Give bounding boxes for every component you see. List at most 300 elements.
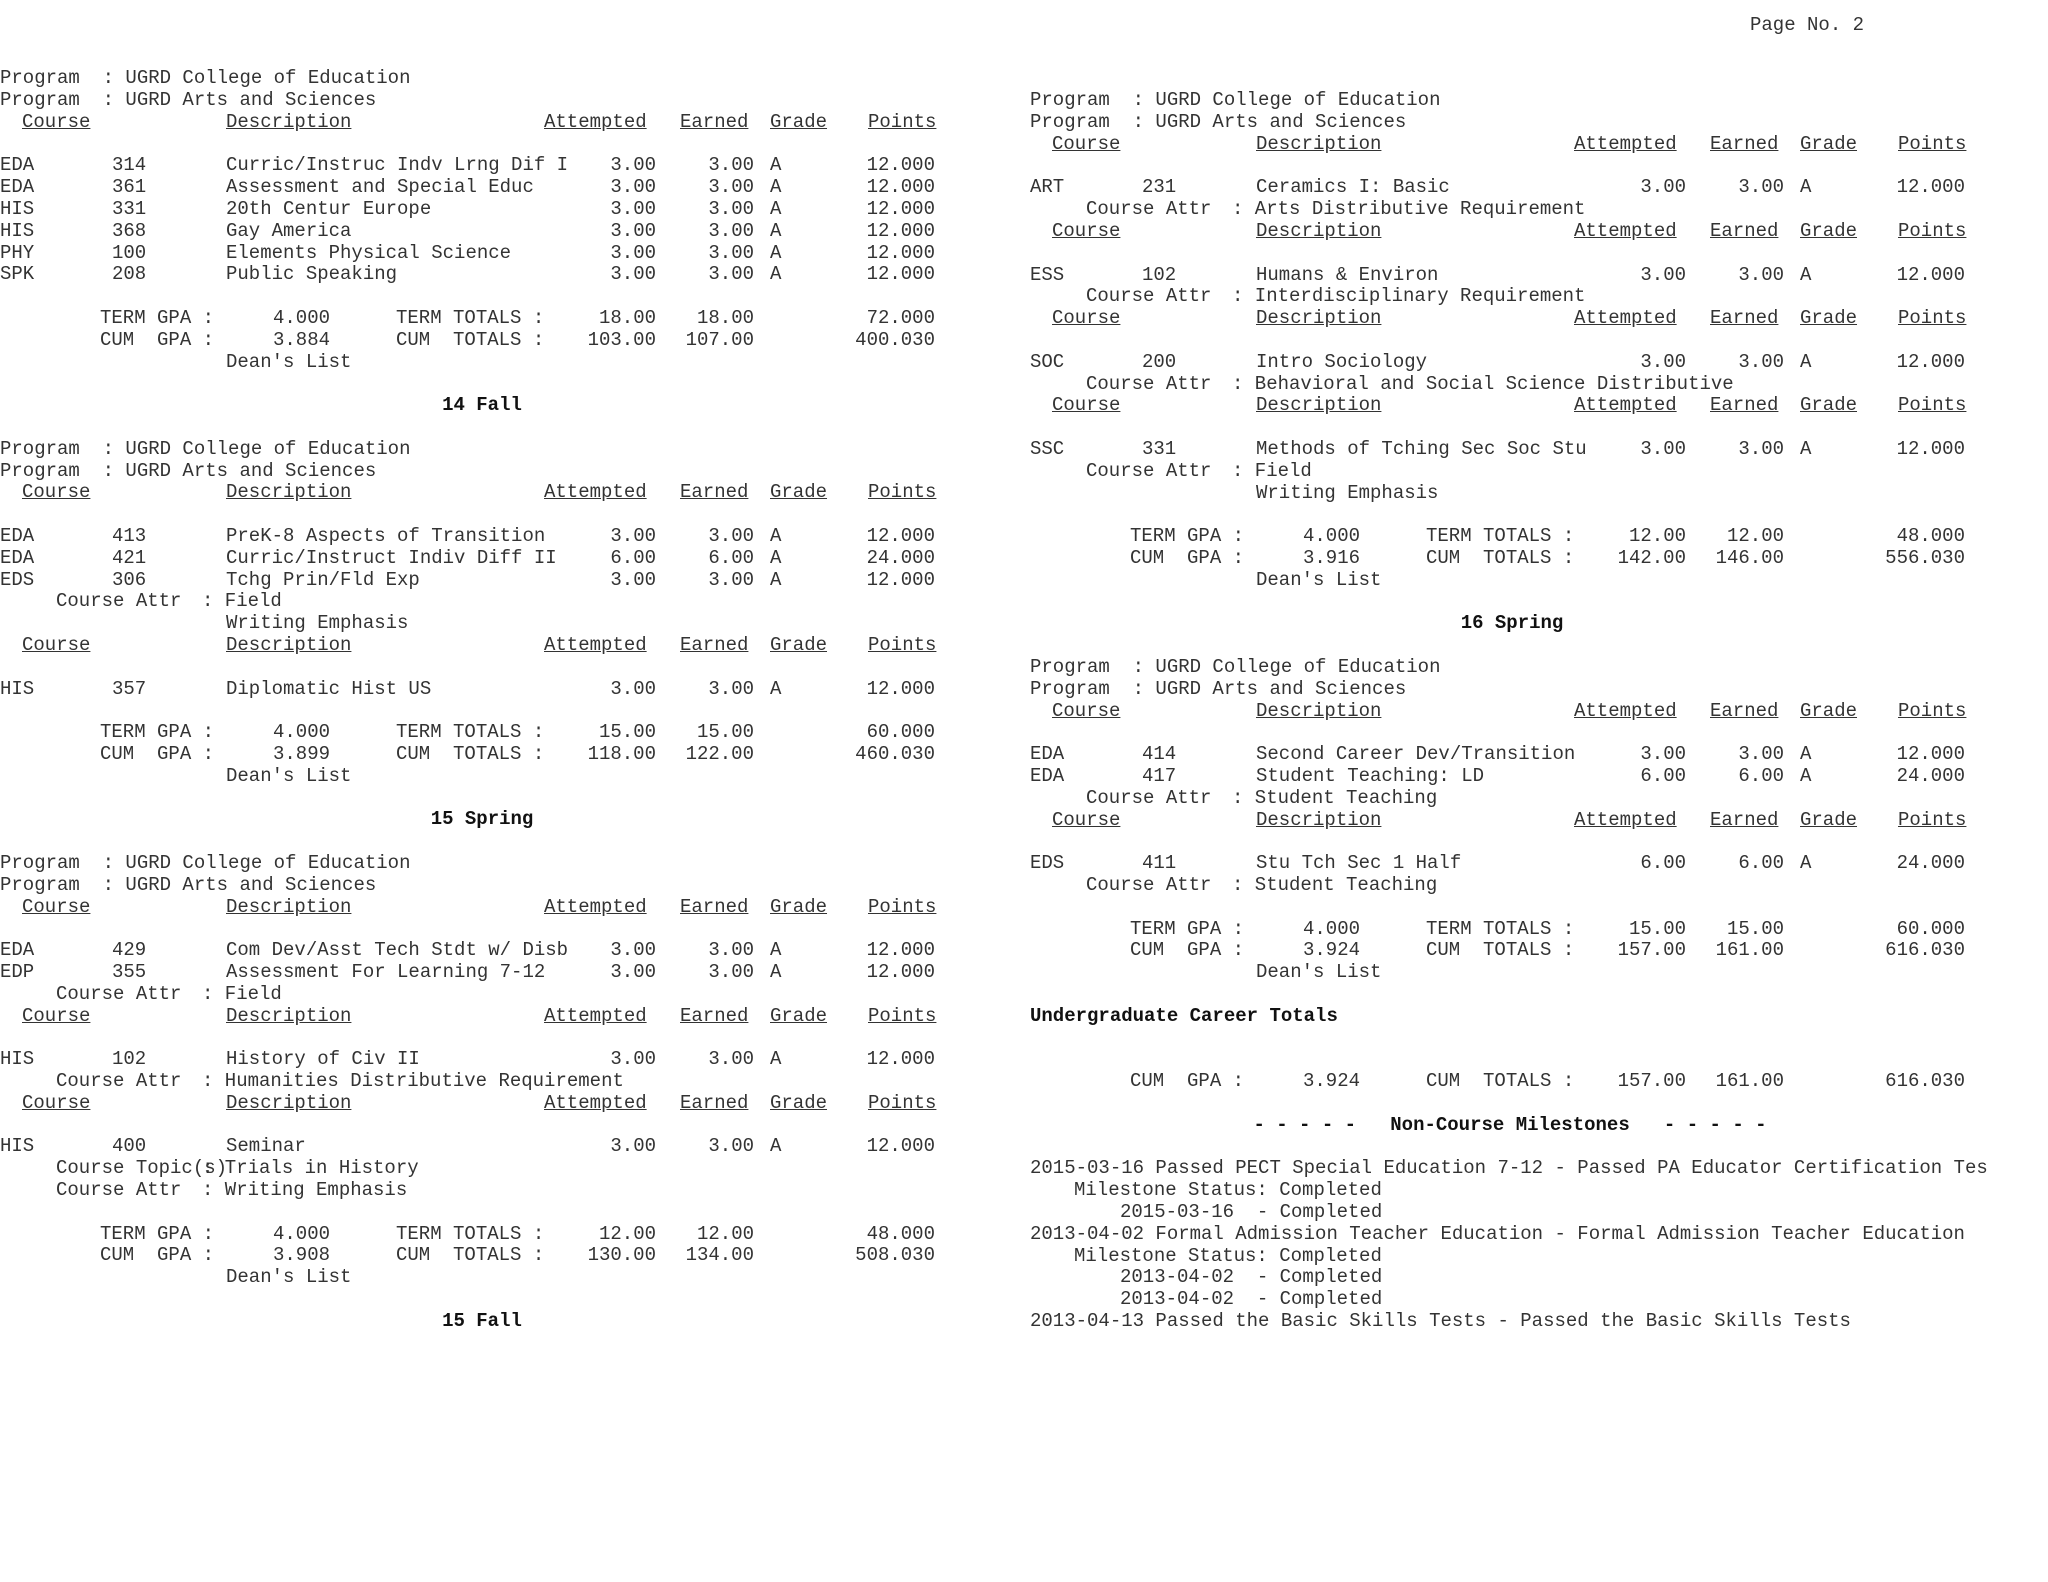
totals-attempted: 18.00 [598, 307, 656, 329]
header-points: Points [1898, 809, 1967, 831]
course-grade: A [770, 176, 782, 198]
course-subject: PHY [0, 242, 35, 264]
course-attempted: 3.00 [610, 198, 656, 220]
course-number: 331 [1142, 438, 1177, 460]
course-description: Assessment and Special Educ [226, 176, 534, 198]
course-attempted: 3.00 [610, 1048, 656, 1070]
course-earned: 3.00 [708, 176, 754, 198]
milestone-line: 2013-04-02 Formal Admission Teacher Education - Formal Admission Teacher Education [1030, 1223, 1965, 1245]
gpa-value: 4.000 [272, 307, 330, 329]
gpa-label: TERM GPA : [100, 721, 215, 743]
gpa-value: 4.000 [272, 721, 330, 743]
course-earned: 3.00 [708, 198, 754, 220]
course-earned: 3.00 [708, 569, 754, 591]
course-number: 417 [1142, 765, 1177, 787]
course-description: Curric/Instruc Indv Lrng Dif I [226, 154, 569, 176]
course-grade: A [1800, 438, 1812, 460]
course-earned: 3.00 [1738, 743, 1784, 765]
course-points: 12.000 [866, 220, 935, 242]
course-attempted: 6.00 [1640, 852, 1686, 874]
course-earned: 3.00 [708, 154, 754, 176]
course-points: 12.000 [866, 176, 935, 198]
course-points: 12.000 [866, 198, 935, 220]
course-points: 12.000 [866, 939, 935, 961]
course-subject: EDS [0, 569, 35, 591]
course-subject: EDS [1030, 852, 1065, 874]
course-number: 102 [1142, 264, 1177, 286]
totals-label: TERM TOTALS : [1426, 525, 1575, 547]
course-attempted: 3.00 [1640, 176, 1686, 198]
course-attempted: 3.00 [610, 961, 656, 983]
header-description: Description [1256, 220, 1382, 242]
totals-points: 616.030 [1885, 939, 1965, 961]
header-description: Description [226, 481, 352, 503]
course-attr-value: : Field [202, 590, 282, 612]
course-points: 12.000 [866, 1048, 935, 1070]
course-attr-value: : Behavioral and Social Science Distributive [1232, 373, 1734, 395]
course-subject: HIS [0, 220, 35, 242]
course-number: 368 [112, 220, 147, 242]
note-text: Dean's List [1256, 569, 1382, 591]
header-grade: Grade [1800, 809, 1858, 831]
header-course: Course [1052, 133, 1121, 155]
header-course: Course [1052, 394, 1121, 416]
program-label: Program : UGRD College of Education [0, 852, 411, 874]
course-subject: EDA [0, 154, 35, 176]
course-grade: A [770, 242, 782, 264]
course-attempted: 3.00 [610, 939, 656, 961]
course-subject: EDA [0, 176, 35, 198]
gpa-value: 4.000 [1302, 525, 1360, 547]
totals-earned: 161.00 [1715, 1070, 1784, 1092]
header-course: Course [22, 111, 91, 133]
course-earned: 3.00 [708, 961, 754, 983]
course-grade: A [1800, 351, 1812, 373]
course-attr-value: : Trials in History [202, 1157, 419, 1179]
milestone-line: 2013-04-02 - Completed [1120, 1288, 1383, 1310]
gpa-value: 3.924 [1302, 1070, 1360, 1092]
totals-attempted: 12.00 [598, 1223, 656, 1245]
gpa-label: TERM GPA : [100, 307, 215, 329]
course-description: Com Dev/Asst Tech Stdt w/ Disb [226, 939, 569, 961]
milestone-line: Milestone Status: Completed [1074, 1245, 1382, 1267]
course-number: 413 [112, 525, 147, 547]
course-description: Ceramics I: Basic [1256, 176, 1450, 198]
header-attempted: Attempted [544, 1092, 647, 1114]
course-description: History of Civ II [226, 1048, 420, 1070]
course-grade: A [1800, 765, 1812, 787]
course-earned: 3.00 [1738, 351, 1784, 373]
course-number: 208 [112, 263, 147, 285]
course-description: Public Speaking [226, 263, 398, 285]
course-points: 12.000 [866, 1135, 935, 1157]
course-points: 12.000 [866, 263, 935, 285]
course-attempted: 6.00 [610, 547, 656, 569]
header-course: Course [1052, 220, 1121, 242]
header-earned: Earned [680, 111, 749, 133]
totals-earned: 122.00 [685, 743, 754, 765]
course-subject: ART [1030, 176, 1065, 198]
gpa-value: 3.916 [1302, 547, 1360, 569]
header-grade: Grade [770, 111, 828, 133]
gpa-value: 3.899 [272, 743, 330, 765]
totals-earned: 146.00 [1715, 547, 1784, 569]
header-description: Description [226, 1005, 352, 1027]
header-earned: Earned [680, 896, 749, 918]
note-text: Writing Emphasis [1256, 482, 1439, 504]
totals-earned: 12.00 [1726, 525, 1784, 547]
course-points: 12.000 [866, 961, 935, 983]
milestone-line: 2013-04-02 - Completed [1120, 1266, 1383, 1288]
totals-points: 616.030 [1885, 1070, 1965, 1092]
note-text: Dean's List [226, 765, 352, 787]
totals-label: CUM TOTALS : [396, 1244, 545, 1266]
course-earned: 3.00 [708, 525, 754, 547]
note-text: Dean's List [226, 351, 352, 373]
header-attempted: Attempted [544, 481, 647, 503]
program-label: Program : UGRD College of Education [1030, 656, 1441, 678]
totals-earned: 18.00 [696, 307, 754, 329]
totals-earned: 134.00 [685, 1244, 754, 1266]
header-grade: Grade [1800, 307, 1858, 329]
course-number: 414 [1142, 743, 1177, 765]
transcript-column-left [0, 0, 1000, 1582]
term-heading: 14 Fall [442, 394, 522, 416]
totals-label: CUM TOTALS : [1426, 1070, 1575, 1092]
totals-label: TERM TOTALS : [396, 1223, 545, 1245]
course-number: 400 [112, 1135, 147, 1157]
course-points: 12.000 [1896, 176, 1965, 198]
header-earned: Earned [1710, 809, 1779, 831]
note-text: Writing Emphasis [226, 612, 409, 634]
header-points: Points [1898, 700, 1967, 722]
course-description: Second Career Dev/Transition [1256, 743, 1576, 765]
header-earned: Earned [680, 634, 749, 656]
course-earned: 6.00 [708, 547, 754, 569]
gpa-label: CUM GPA : [1130, 547, 1245, 569]
course-subject: ESS [1030, 264, 1065, 286]
course-subject: SOC [1030, 351, 1065, 373]
totals-earned: 15.00 [1726, 918, 1784, 940]
milestone-line: Milestone Status: Completed [1074, 1179, 1382, 1201]
gpa-label: CUM GPA : [100, 743, 215, 765]
page-number: Page No. 2 [1750, 14, 1865, 36]
term-heading: 16 Spring [1460, 612, 1564, 634]
totals-points: 72.000 [866, 307, 935, 329]
course-attempted: 3.00 [610, 569, 656, 591]
header-description: Description [1256, 133, 1382, 155]
totals-attempted: 118.00 [587, 743, 656, 765]
totals-label: CUM TOTALS : [396, 743, 545, 765]
header-attempted: Attempted [1574, 307, 1677, 329]
header-points: Points [868, 1092, 937, 1114]
header-earned: Earned [680, 1005, 749, 1027]
course-attr-label: Course Topic(s) [56, 1157, 228, 1179]
header-grade: Grade [1800, 133, 1858, 155]
totals-points: 556.030 [1885, 547, 1965, 569]
course-subject: EDA [1030, 765, 1065, 787]
course-earned: 3.00 [708, 220, 754, 242]
course-attr-value: : Student Teaching [1232, 787, 1438, 809]
course-description: Assessment For Learning 7-12 [226, 961, 546, 983]
course-grade: A [770, 961, 782, 983]
course-grade: A [770, 1135, 782, 1157]
header-grade: Grade [770, 481, 828, 503]
course-grade: A [770, 569, 782, 591]
course-subject: EDA [0, 525, 35, 547]
course-points: 12.000 [866, 569, 935, 591]
course-grade: A [770, 939, 782, 961]
header-attempted: Attempted [544, 111, 647, 133]
totals-attempted: 130.00 [587, 1244, 656, 1266]
course-points: 12.000 [1896, 438, 1965, 460]
course-attempted: 3.00 [610, 678, 656, 700]
course-subject: HIS [0, 198, 35, 220]
gpa-label: CUM GPA : [100, 329, 215, 351]
course-earned: 3.00 [708, 1135, 754, 1157]
totals-attempted: 12.00 [1628, 525, 1686, 547]
program-label: Program : UGRD Arts and Sciences [0, 460, 377, 482]
course-number: 200 [1142, 351, 1177, 373]
course-grade: A [770, 525, 782, 547]
course-number: 355 [112, 961, 147, 983]
course-description: Diplomatic Hist US [226, 678, 432, 700]
course-attr-label: Course Attr [1086, 787, 1212, 809]
totals-attempted: 15.00 [1628, 918, 1686, 940]
gpa-label: CUM GPA : [1130, 939, 1245, 961]
course-points: 12.000 [866, 154, 935, 176]
course-grade: A [1800, 176, 1812, 198]
course-points: 12.000 [1896, 743, 1965, 765]
header-points: Points [868, 1005, 937, 1027]
header-description: Description [1256, 307, 1382, 329]
milestone-line: 2015-03-16 - Completed [1120, 1201, 1383, 1223]
course-points: 12.000 [866, 678, 935, 700]
course-points: 12.000 [866, 242, 935, 264]
course-description: 20th Centur Europe [226, 198, 432, 220]
course-number: 421 [112, 547, 147, 569]
gpa-value: 4.000 [272, 1223, 330, 1245]
header-course: Course [22, 1092, 91, 1114]
course-attr-label: Course Attr [1086, 285, 1212, 307]
gpa-value: 3.908 [272, 1244, 330, 1266]
course-grade: A [770, 547, 782, 569]
course-attr-value: : Field [202, 983, 282, 1005]
header-attempted: Attempted [1574, 394, 1677, 416]
header-points: Points [1898, 133, 1967, 155]
totals-attempted: 157.00 [1617, 1070, 1686, 1092]
header-grade: Grade [770, 896, 828, 918]
program-label: Program : UGRD College of Education [1030, 89, 1441, 111]
header-course: Course [22, 634, 91, 656]
course-grade: A [770, 220, 782, 242]
note-text: Dean's List [1256, 961, 1382, 983]
totals-earned: 15.00 [696, 721, 754, 743]
course-grade: A [770, 678, 782, 700]
course-attempted: 3.00 [1640, 438, 1686, 460]
course-attr-value: : Humanities Distributive Requirement [202, 1070, 624, 1092]
course-number: 306 [112, 569, 147, 591]
career-totals-heading: Undergraduate Career Totals [1030, 1005, 1338, 1027]
course-earned: 6.00 [1738, 852, 1784, 874]
course-grade: A [770, 263, 782, 285]
header-attempted: Attempted [1574, 809, 1677, 831]
course-grade: A [770, 154, 782, 176]
milestones-heading: - - - - - Non-Course Milestones - - - - - [1253, 1114, 1767, 1136]
term-heading: 15 Fall [442, 1310, 522, 1332]
header-earned: Earned [1710, 220, 1779, 242]
header-attempted: Attempted [544, 896, 647, 918]
course-points: 24.000 [1896, 852, 1965, 874]
course-grade: A [1800, 743, 1812, 765]
header-points: Points [868, 896, 937, 918]
program-label: Program : UGRD Arts and Sciences [1030, 678, 1407, 700]
totals-label: CUM TOTALS : [1426, 939, 1575, 961]
totals-earned: 107.00 [685, 329, 754, 351]
course-points: 12.000 [1896, 264, 1965, 286]
totals-label: CUM TOTALS : [1426, 547, 1575, 569]
program-label: Program : UGRD College of Education [0, 438, 411, 460]
totals-points: 48.000 [1896, 525, 1965, 547]
course-number: 429 [112, 939, 147, 961]
gpa-value: 4.000 [1302, 918, 1360, 940]
transcript-column-right [1030, 0, 2030, 1582]
totals-points: 460.030 [855, 743, 935, 765]
milestone-line: 2013-04-13 Passed the Basic Skills Tests - Passed the Basic Skills Tests [1030, 1310, 1851, 1332]
course-points: 12.000 [1896, 351, 1965, 373]
gpa-label: CUM GPA : [1130, 1070, 1245, 1092]
header-course: Course [1052, 307, 1121, 329]
header-earned: Earned [680, 1092, 749, 1114]
totals-earned: 12.00 [696, 1223, 754, 1245]
header-attempted: Attempted [1574, 220, 1677, 242]
course-subject: EDP [0, 961, 35, 983]
course-attempted: 3.00 [610, 242, 656, 264]
course-number: 331 [112, 198, 147, 220]
header-earned: Earned [1710, 133, 1779, 155]
header-points: Points [868, 111, 937, 133]
totals-earned: 161.00 [1715, 939, 1784, 961]
course-grade: A [770, 198, 782, 220]
totals-points: 400.030 [855, 329, 935, 351]
course-points: 24.000 [866, 547, 935, 569]
totals-attempted: 103.00 [587, 329, 656, 351]
course-attempted: 3.00 [1640, 264, 1686, 286]
course-earned: 3.00 [1738, 264, 1784, 286]
header-description: Description [1256, 700, 1382, 722]
totals-points: 60.000 [1896, 918, 1965, 940]
course-description: Stu Tch Sec 1 Half [1256, 852, 1462, 874]
course-description: Seminar [226, 1135, 306, 1157]
milestone-line: 2015-03-16 Passed PECT Special Education 7-12 - Passed PA Educator Certification Tes [1030, 1157, 1988, 1179]
course-number: 102 [112, 1048, 147, 1070]
gpa-value: 3.884 [272, 329, 330, 351]
course-number: 361 [112, 176, 147, 198]
course-subject: HIS [0, 1048, 35, 1070]
course-earned: 6.00 [1738, 765, 1784, 787]
header-course: Course [22, 1005, 91, 1027]
course-subject: EDA [1030, 743, 1065, 765]
course-attempted: 3.00 [610, 1135, 656, 1157]
course-earned: 3.00 [1738, 176, 1784, 198]
header-earned: Earned [1710, 394, 1779, 416]
course-attr-value: : Field [1232, 460, 1312, 482]
course-subject: HIS [0, 1135, 35, 1157]
course-attempted: 3.00 [1640, 351, 1686, 373]
gpa-label: TERM GPA : [100, 1223, 215, 1245]
course-attr-value: : Writing Emphasis [202, 1179, 408, 1201]
course-description: Gay America [226, 220, 352, 242]
header-grade: Grade [770, 1092, 828, 1114]
program-label: Program : UGRD College of Education [0, 67, 411, 89]
course-earned: 3.00 [708, 242, 754, 264]
totals-attempted: 157.00 [1617, 939, 1686, 961]
term-heading: 15 Spring [430, 808, 534, 830]
course-description: Tchg Prin/Fld Exp [226, 569, 420, 591]
course-number: 100 [112, 242, 147, 264]
course-earned: 3.00 [708, 939, 754, 961]
header-course: Course [1052, 809, 1121, 831]
course-number: 357 [112, 678, 147, 700]
program-label: Program : UGRD Arts and Sciences [1030, 111, 1407, 133]
header-grade: Grade [770, 1005, 828, 1027]
course-attr-label: Course Attr [56, 590, 182, 612]
course-earned: 3.00 [708, 1048, 754, 1070]
course-description: PreK-8 Aspects of Transition [226, 525, 546, 547]
course-attr-label: Course Attr [1086, 373, 1212, 395]
course-subject: HIS [0, 678, 35, 700]
totals-label: TERM TOTALS : [396, 307, 545, 329]
totals-attempted: 15.00 [598, 721, 656, 743]
header-description: Description [226, 111, 352, 133]
course-attempted: 3.00 [610, 525, 656, 547]
course-description: Intro Sociology [1256, 351, 1428, 373]
totals-label: TERM TOTALS : [1426, 918, 1575, 940]
header-course: Course [1052, 700, 1121, 722]
course-subject: SPK [0, 263, 35, 285]
course-subject: EDA [0, 939, 35, 961]
course-attr-value: : Student Teaching [1232, 874, 1438, 896]
totals-label: TERM TOTALS : [396, 721, 545, 743]
totals-attempted: 142.00 [1617, 547, 1686, 569]
course-number: 411 [1142, 852, 1177, 874]
header-description: Description [226, 1092, 352, 1114]
course-description: Student Teaching: LD [1256, 765, 1485, 787]
course-grade: A [1800, 852, 1812, 874]
course-points: 24.000 [1896, 765, 1965, 787]
course-attempted: 3.00 [610, 154, 656, 176]
course-earned: 3.00 [1738, 438, 1784, 460]
course-grade: A [770, 1048, 782, 1070]
course-attr-label: Course Attr [1086, 198, 1212, 220]
course-attempted: 3.00 [610, 176, 656, 198]
gpa-label: CUM GPA : [100, 1244, 215, 1266]
course-attempted: 3.00 [610, 220, 656, 242]
header-course: Course [22, 481, 91, 503]
header-earned: Earned [1710, 700, 1779, 722]
course-subject: SSC [1030, 438, 1065, 460]
header-points: Points [868, 634, 937, 656]
header-attempted: Attempted [1574, 700, 1677, 722]
header-points: Points [868, 481, 937, 503]
course-description: Curric/Instruct Indiv Diff II [226, 547, 557, 569]
course-number: 231 [1142, 176, 1177, 198]
totals-points: 60.000 [866, 721, 935, 743]
course-attr-label: Course Attr [1086, 460, 1212, 482]
course-attr-value: : Arts Distributive Requirement [1232, 198, 1586, 220]
header-grade: Grade [1800, 394, 1858, 416]
program-label: Program : UGRD Arts and Sciences [0, 874, 377, 896]
